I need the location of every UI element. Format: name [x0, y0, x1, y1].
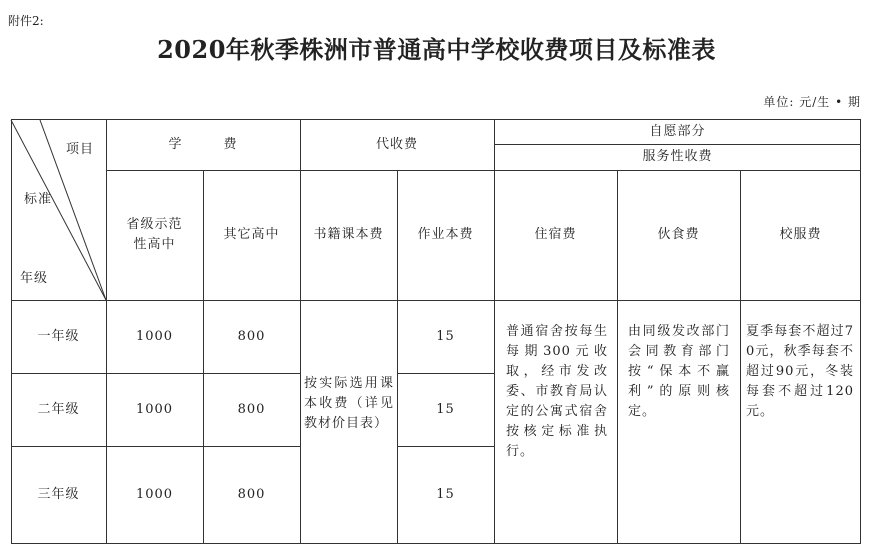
header-meal: 伙食费 [657, 227, 700, 242]
row-grade-3: 三年级 [37, 486, 80, 502]
header-collected-fees: 代收费 [375, 137, 418, 152]
note-meal: 由同级发改部门会同教育部门按“保本不赢利”的原则核定。 [628, 324, 730, 419]
header-dorm: 住宿费 [534, 227, 577, 242]
header-workbook: 作业本费 [417, 227, 474, 242]
row-3-workbook: 15 [436, 486, 455, 502]
corner-grade-label: 年级 [20, 271, 49, 286]
row-2-workbook: 15 [436, 401, 455, 417]
corner-standard-label: 标准 [24, 192, 53, 207]
row-1-other: 800 [237, 328, 266, 344]
row-grade-1: 一年级 [37, 328, 80, 344]
header-provincial-model: 省级示范性高中 [126, 217, 183, 252]
header-voluntary: 自愿部分 [649, 124, 706, 139]
note-dorm: 普通宿舍按每生每期300元收取，经市发改委、市教育局认定的公寓式宿舍按核定标准执行。 [506, 324, 608, 459]
row-grade-2: 二年级 [37, 401, 80, 417]
row-3-other: 800 [237, 486, 266, 502]
row-1-workbook: 15 [436, 328, 455, 344]
note-books: 按实际选用课本收费（详见教材价目表） [304, 376, 394, 431]
header-service-fees: 服务性收费 [642, 149, 713, 164]
corner-item-label: 项目 [66, 142, 95, 157]
header-other-high: 其它高中 [223, 227, 280, 242]
header-uniform: 校服费 [779, 227, 822, 242]
row-2-other: 800 [237, 401, 266, 417]
unit-label: 单位: 元/生 • 期 [763, 95, 861, 109]
header-books: 书籍课本费 [313, 227, 384, 242]
header-tuition: 学 费 [168, 137, 238, 152]
row-1-provincial: 1000 [135, 328, 174, 344]
row-3-provincial: 1000 [135, 486, 174, 502]
row-2-provincial: 1000 [135, 401, 174, 417]
note-uniform: 夏季每套不超过70元，秋季每套不超过90元，冬装每套不超过120元。 [746, 324, 854, 419]
page-title: 2020年秋季株洲市普通高中学校收费项目及标准表 [157, 35, 716, 64]
attachment-label: 附件2: [8, 14, 44, 28]
